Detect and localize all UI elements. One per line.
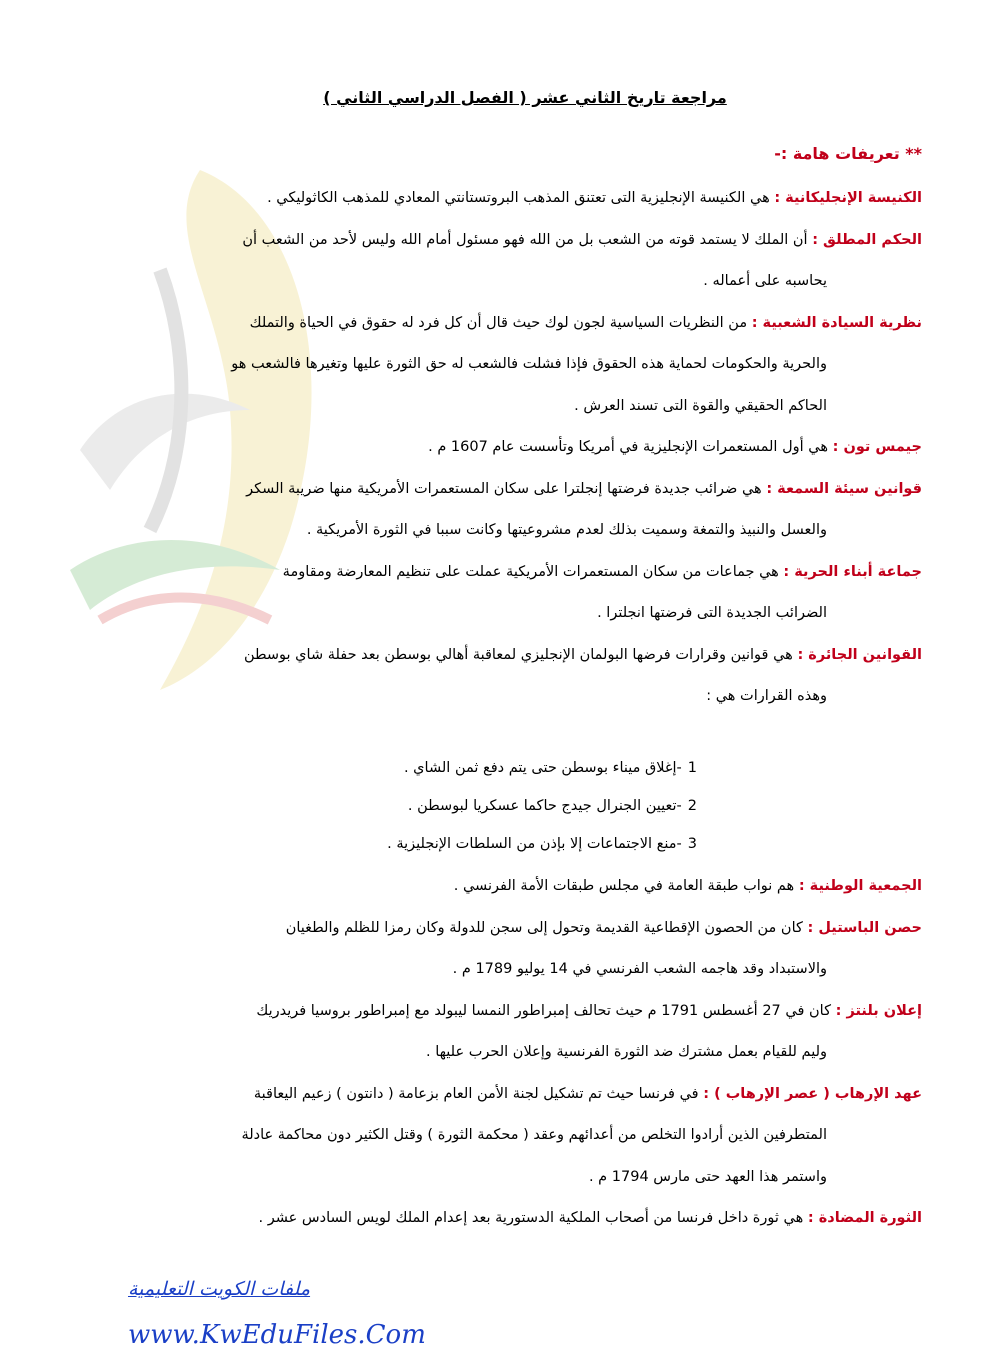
definition-line — [90, 232, 922, 248]
definition-term: قوانين سيئة السمعة : — [766, 480, 922, 497]
definition-continuation — [597, 605, 827, 621]
definition-continuation — [574, 398, 827, 414]
definition-line — [90, 190, 922, 206]
definition-text: هي ضرائب جديدة فرضتها إنجلترا على سكان المستعمرات الأمريكية منها ضريبة السكر — [246, 480, 762, 497]
definition-term: الجمعية الوطنية : — [798, 878, 922, 894]
definition-term: الحكم المطلق : — [812, 231, 922, 248]
definition-term: جيمس تون : — [832, 439, 922, 455]
definition-term: إعلان بلنتز : — [835, 1002, 922, 1019]
definition-continuation — [231, 356, 827, 372]
definition-text: هي الكنيسة الإنجليزية التى تعتنق المذهب البروتستانتي المعادي للمذهب الكاثوليكي . — [267, 190, 770, 206]
definition-term: نظرية السيادة الشعبية : — [751, 314, 922, 331]
numbered-item — [404, 760, 697, 776]
definition-continuation — [426, 1044, 827, 1060]
definition-continuation — [706, 688, 827, 704]
numbered-item — [408, 798, 697, 814]
definition-text: الضرائب الجديدة التى فرضتها انجلترا . — [597, 605, 827, 621]
definition-text: هي قوانين وقرارات فرضها البولمان الإنجليزي لمعاقبة أهالي بوسطن بعد حفلة شاي بوسطن — [243, 646, 793, 663]
definition-text: هي جماعات من سكان المستعمرات الأمريكية عملت على تنظيم المعارضة ومقاومة — [282, 563, 779, 580]
definition-line — [90, 315, 922, 331]
definition-continuation — [703, 273, 827, 289]
item-number: 3 — [687, 836, 697, 852]
definition-term: حصن الباستيل : — [807, 919, 922, 936]
definition-text: والعسل والنبيذ والتمغة وسميت بذلك لعدم مشروعيتها وكانت سببا في الثورة الأمريكية . — [306, 522, 827, 538]
definition-line — [90, 439, 922, 455]
definition-line — [90, 920, 922, 936]
item-number: 1 — [687, 760, 697, 776]
item-text: -منع الاجتماعات إلا بإذن من السلطات الإنجليزية . — [387, 836, 682, 852]
definition-line — [90, 481, 922, 497]
definition-text: واستمر هذا العهد حتى مارس 1794 م . — [588, 1168, 827, 1185]
definition-continuation — [307, 522, 827, 538]
definition-term: الكنيسة الإنجليكانية : — [774, 190, 922, 206]
definition-line — [90, 1210, 922, 1226]
definition-continuation — [589, 1169, 827, 1185]
definition-term: القوانين الجائرة : — [797, 646, 922, 663]
definition-line — [90, 1086, 922, 1102]
definition-text: والحرية والحكومات لحماية هذه الحقوق فإذا فشلت فالشعب له حق الثورة عليها وتغيرها فالشعب هو — [231, 356, 827, 372]
definition-continuation — [241, 1127, 827, 1143]
definition-term: جماعة أبناء الحرية : — [783, 563, 922, 580]
definition-line — [90, 878, 922, 894]
numbered-item — [387, 836, 697, 852]
definition-text: وليم للقيام بعمل مشترك ضد الثورة الفرنسية وإعلان الحرب عليها . — [425, 1044, 827, 1060]
definition-text: أن الملك لا يستمد قوته من الشعب بل من الله فهو مسئول أمام الله وليس لأحد من الشعب أن — [242, 231, 808, 248]
footer-url[interactable]: www.KwEduFiles.Com — [128, 1320, 426, 1350]
page-title: مراجعة تاريخ الثاني عشر ( الفصل الدراسي الثاني ) — [323, 88, 727, 107]
definition-text: كان في 27 أغسطس 1791 م حيث تحالف إمبراطور النمسا ليبولد مع إمبراطور بروسيا فريدريك — [256, 1002, 831, 1019]
definition-text: هي ثورة داخل فرنسا من أصحاب الملكية الدستورية بعد إعدام الملك لويس السادس عشر . — [258, 1210, 804, 1226]
definition-text: هم نواب طبقة العامة في مجلس طبقات الأمة الفرنسي . — [453, 878, 795, 894]
definition-text: وهذه القرارات هي : — [706, 688, 827, 704]
definition-text: يحاسبه على أعماله . — [703, 273, 827, 289]
definition-line — [90, 647, 922, 663]
definition-term: عهد الإرهاب ( عصر الإرهاب ) : — [703, 1085, 922, 1102]
definition-continuation — [453, 961, 827, 977]
definition-text: الحاكم الحقيقي والقوة التى تسند العرش . — [574, 397, 827, 414]
definition-text: في فرنسا حيث تم تشكيل لجنة الأمن العام بزعامة ( دانتون ) زعيم اليعاقبة — [253, 1085, 699, 1102]
definition-text: من النظريات السياسية لجون لوك حيث قال أن كل فرد له حقوق في الحياة والتملك — [249, 314, 748, 331]
definition-text: المتطرفين الذين أرادوا التخلص من أعدائهم وعقد ( محكمة الثورة ) وقتل الكثير دون محاكمة عادلة — [241, 1127, 827, 1143]
definition-text: كان من الحصون الإقطاعية القديمة وتحول إلى سجن للدولة وكان رمزا للظلم والطغيان — [285, 919, 803, 936]
definition-text: والاستبداد وقد هاجمه الشعب الفرنسي في 14 يوليو 1789 م . — [452, 961, 827, 977]
footer-site-name: ملفات الكويت التعليمية — [128, 1278, 311, 1300]
definition-term: الثورة المضادة : — [807, 1210, 922, 1226]
definition-line — [90, 564, 922, 580]
definition-line — [90, 1003, 922, 1019]
item-text: -تعيين الجنرال جيدج حاكما عسكريا لبوسطن . — [407, 798, 682, 814]
item-number: 2 — [687, 798, 697, 814]
definition-text: هي أول المستعمرات الإنجليزية في أمريكا وتأسست عام 1607 م . — [428, 439, 828, 455]
section-heading: ** تعريفات هامة :- — [774, 144, 922, 163]
item-text: -إغلاق ميناء بوسطن حتى يتم دفع ثمن الشاي . — [403, 760, 682, 776]
